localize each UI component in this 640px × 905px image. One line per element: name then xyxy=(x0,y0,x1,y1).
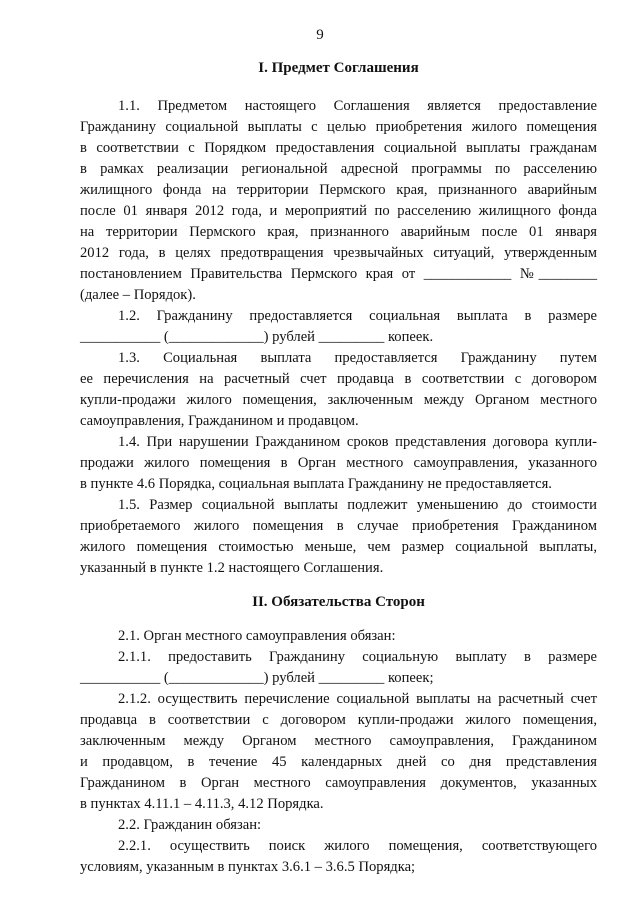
text-line: после 01 января 2012 года, и мероприятий по расселению жилищного фонда xyxy=(80,203,597,219)
text-line: 2.2. Гражданин обязан: xyxy=(118,817,262,833)
text-line: Гражданину социальной выплаты с целью приобретения жилого помещения xyxy=(80,119,597,135)
text-line: 2.1. Орган местного самоуправления обязан: xyxy=(118,628,396,644)
text-line: 2.1.2. осуществить перечисление социальной выплаты на расчетный счет xyxy=(118,691,597,707)
text-line: самоуправления, Гражданином и продавцом. xyxy=(80,413,359,429)
text-line: указанный в пункте 1.2 настоящего Соглашения. xyxy=(80,560,384,576)
text-line: купли-продажи жилого помещения, заключенным между Органом местного xyxy=(80,392,597,408)
text-line: жилого помещения стоимостью меньше, чем размер социальной выплаты, xyxy=(80,539,597,555)
text-line: постановлением Правительства Пермского края от ____________ №________ xyxy=(80,266,597,282)
text-line: продавца в соответствии с договором купли-продажи жилого помещения, xyxy=(80,712,597,728)
text-line: условиям, указанным в пунктах 3.6.1 – 3.6.5 Порядка; xyxy=(80,859,416,875)
text-line: (далее – Порядок). xyxy=(80,287,196,303)
text-line: 1.5. Размер социальной выплаты подлежит уменьшению до стоимости xyxy=(118,497,597,513)
section-1-title: I. Предмет Соглашения xyxy=(258,60,419,76)
text-line: ее перечисления на расчетный счет продавца в соответствии с договором xyxy=(80,371,597,387)
text-line: в рамках реализации региональной адресной программы по расселению xyxy=(80,161,597,177)
text-line: приобретаемого жилого помещения в случае приобретения Гражданином xyxy=(80,518,597,534)
text-line: 1.3. Социальная выплата предоставляется Гражданину путем xyxy=(118,350,597,366)
text-line: Гражданином в Орган местного самоуправления документов, указанных xyxy=(80,775,597,791)
text-line: 2.1.1. предоставить Гражданину социальную выплату в размере xyxy=(118,649,597,665)
text-line: в пунктах 4.11.1 – 4.11.3, 4.12 Порядка. xyxy=(80,796,324,812)
text-line: жилищного фонда на территории Пермского края, признанного аварийным xyxy=(80,182,597,198)
text-line: и продавцом, в течение 45 календарных дней со дня представления xyxy=(80,754,597,770)
page-number: 9 xyxy=(316,27,324,43)
text-line: 1.1. Предметом настоящего Соглашения является предоставление xyxy=(118,98,597,114)
section-2-title: II. Обязательства Сторон xyxy=(252,594,425,610)
text-line: ___________ (_____________) рублей _________ копеек. xyxy=(80,329,434,345)
text-line: 1.2. Гражданину предоставляется социальная выплата в размере xyxy=(118,308,597,324)
text-line: 2.2.1. осуществить поиск жилого помещения, соответствующего xyxy=(118,838,597,854)
text-line: 2012 года, в целях предотвращения чрезвычайных ситуаций, утвержденным xyxy=(80,245,597,261)
text-line: 1.4. При нарушении Гражданином сроков представления договора купли- xyxy=(118,434,597,450)
text-line: заключенным между Органом местного самоуправления, Гражданином xyxy=(80,733,597,749)
text-line: в соответствии с Порядком предоставления социальной выплаты гражданам xyxy=(80,140,597,156)
text-line: продажи жилого помещения в Орган местного самоуправления, указанного xyxy=(80,455,597,471)
text-line: на территории Пермского края, признанного аварийным после 01 января xyxy=(80,224,597,240)
text-line: ___________ (_____________) рублей _________ копеек; xyxy=(80,670,434,686)
text-line: в пункте 4.6 Порядка, социальная выплата Гражданину не предоставляется. xyxy=(80,476,552,492)
